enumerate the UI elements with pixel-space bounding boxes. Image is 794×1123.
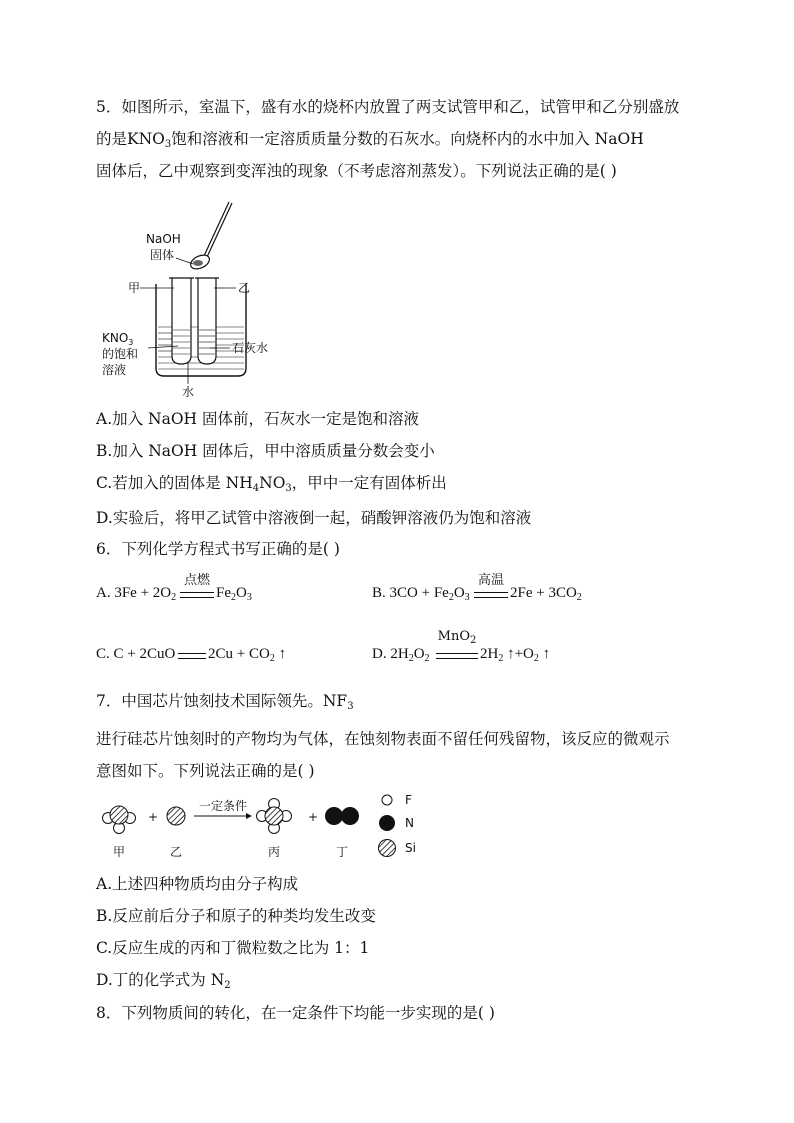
q6-option-d: D. $2H_2O_2$ (372, 646, 430, 664)
q5-option-b: B.加入 NaOH 固体后，甲中溶质质量分数会变小 (96, 442, 435, 460)
exam-page: 5．如图所示，室温下，盛有水的烧杯内放置了两支试管甲和乙，试管甲和乙分别盛放 的是$KNO_3$饱和溶液和一定溶质质量分数的石灰水。向烧杯内的水中加入 NaOH 固体后，乙中观察到变浑浊的现象（不考虑溶剂蒸发）。下列说法正确的是( ) NaOH 固体 甲 乙 $KNO_3$ 的饱和 溶液 石灰水 水 A.加入 NaOH 固体前，石灰水一定是饱和溶液 B.加入 NaOH 固体后，甲中溶质质量分数会变小 C.若加入的固体是 $NH_4NO_3$，甲中一定有固体析出 D.实验后，将甲乙试管中溶液倒一起，硝酸钾溶液仍为饱和溶液 6．下列化学方程式书写正确的是( ) A. $3Fe + 2O_2$ 点燃 $Fe_2O_3$ B. $3CO + Fe_2O_3$ 高温 $2Fe + 3CO_2$ C. C + 2CuO $2Cu + CO_2$ ↑ D. $2H_2O_2$ MnO$_2$ $2H_2$ $↑+O_2$ ↑ 7．中国芯片蚀刻技术国际领先。$NF_3$ 进行硅芯片蚀刻时的产物均为气体，在蚀刻物表面不留任何残留物，该反应的微观示 意图如下。下列说法正确的是( ) + 一定条件 + F N Si 甲 乙 丙 丁 A.上述四种物质均由分子构成 B.反应前后分子和原子的种类均发生改变 C.反应生成的丙和丁微粒数之比为 1：1 D.丁的化学式为 $N_2$ 8．下列物质间的转化，在一定条件下均能一步实现的是( ) (96, 98, 680, 1022)
q7-option-a: A.上述四种物质均由分子构成 (96, 875, 299, 893)
q6-d-condition: MnO$_2$ (437, 629, 477, 646)
q7-option-b: B.反应前后分子和原子的种类均发生改变 (96, 907, 376, 925)
q7-option-d: D.丁的化学式为 $N_2$ (96, 971, 231, 991)
label-saturated: 的饱和 (102, 347, 139, 361)
label-yi: 乙 (238, 281, 251, 295)
q7-option-c: C.反应生成的丙和丁微粒数之比为 1：1 (96, 939, 370, 957)
label-kno3: $KNO_3$ (102, 331, 134, 347)
reaction-figure (96, 790, 436, 862)
label-jia: 甲 (128, 281, 141, 295)
q6-a-equals (180, 592, 214, 598)
test-tube-yi (198, 278, 216, 364)
q6-b-equals (474, 592, 508, 598)
label-solid: 固体 (150, 248, 175, 262)
q6-d-equals (436, 653, 478, 659)
q6-c-equals (178, 653, 206, 659)
q7-stem-line2: 进行硅芯片蚀刻时的产物均为气体，在蚀刻物表面不留任何残留物，该反应的微观示 (96, 730, 670, 748)
q5-stem-line1: 5．如图所示，室温下，盛有水的烧杯内放置了两支试管甲和乙，试管甲和乙分别盛放 (96, 98, 680, 116)
label-limewater: 石灰水 (232, 341, 269, 355)
label-ding: 丁 (336, 845, 349, 859)
q7-stem-line3: 意图如下。下列说法正确的是( ) (96, 762, 315, 780)
svg-text:+: + (308, 810, 319, 824)
q6-stem: 6．下列化学方程式书写正确的是( ) (96, 540, 340, 558)
legend-f: F (405, 793, 412, 807)
label-jia-7: 甲 (113, 845, 126, 859)
q5-stem-line2-a: 的是 (96, 130, 128, 148)
q5-stem-line2-b: 饱和溶液和一定溶质质量分数的石灰水。向烧杯内的水中加入 NaOH (171, 130, 644, 148)
q6-a-condition: 点燃 (183, 573, 210, 588)
q6-option-b: B. $3CO + Fe_2O_3$ (372, 585, 470, 603)
label-water: 水 (182, 385, 195, 398)
q6-b-condition: 高温 (477, 573, 504, 588)
q6-option-c: C. C + 2CuO (96, 646, 176, 662)
q5-option-d: D.实验后，将甲乙试管中溶液倒一起，硝酸钾溶液仍为饱和溶液 (96, 509, 532, 527)
reaction-condition: 一定条件 (199, 799, 248, 813)
legend-n-icon (379, 815, 395, 831)
molecule-bing (257, 799, 292, 834)
label-bing: 丙 (268, 845, 281, 859)
svg-text:+: + (148, 810, 159, 824)
q6-option-a: A. $3Fe + 2O_2$ (96, 585, 177, 603)
test-tube-jia (172, 278, 191, 364)
q7-stem-line1: 7．中国芯片蚀刻技术国际领先。$NF_3$ (96, 692, 354, 712)
atom-yi (167, 807, 185, 825)
q5-option-c: C.若加入的固体是 $NH_4NO_3$，甲中一定有固体析出 (96, 474, 447, 494)
label-yi-7: 乙 (170, 845, 183, 859)
molecule-ding (325, 807, 359, 825)
legend-si-icon (379, 840, 396, 857)
q5-stem-line2 (96, 128, 644, 156)
q5-option-a: A.加入 NaOH 固体前，石灰水一定是饱和溶液 (96, 410, 420, 428)
beaker-figure (96, 196, 296, 398)
q5-stem-line3: 固体后，乙中观察到变浑浊的现象（不考虑溶剂蒸发）。下列说法正确的是( ) (96, 162, 617, 180)
molecule-jia (103, 806, 136, 834)
label-solution: 溶液 (102, 363, 127, 377)
legend-f-icon (382, 795, 392, 805)
legend-si: Si (405, 841, 416, 855)
q8-stem: 8．下列物质间的转化，在一定条件下均能一步实现的是( ) (96, 1004, 495, 1022)
legend-n: N (405, 816, 414, 830)
kno3-formula: $KNO_3$ (127, 130, 172, 150)
spoon-icon (188, 202, 232, 272)
label-naoh: NaOH (146, 232, 181, 246)
